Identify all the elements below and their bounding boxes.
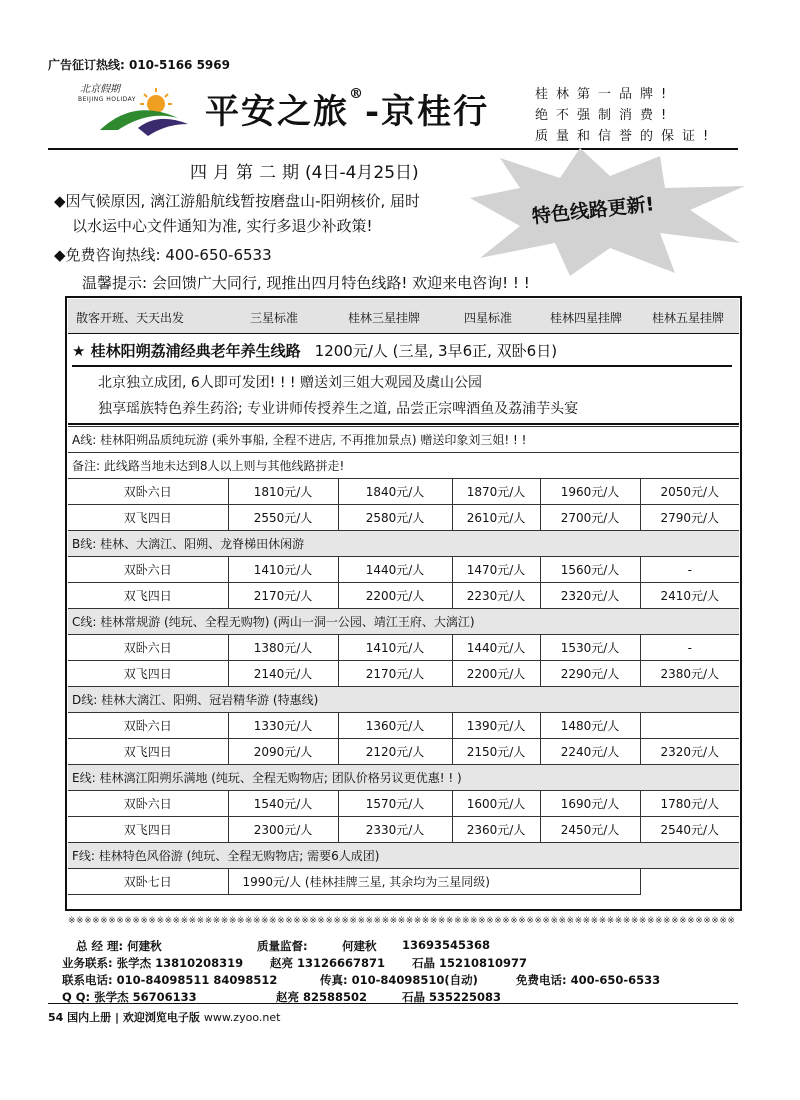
price-cell: 2330元/人 <box>338 817 452 843</box>
table-row <box>68 661 739 687</box>
standard-label: 桂林五星挂牌 <box>652 311 725 325</box>
section-divider <box>68 423 739 425</box>
price-cell: 1440元/人 <box>452 635 540 661</box>
sales-contact: 赵亮 13126667871 <box>270 956 386 970</box>
price-cell: 2410元/人 <box>640 583 739 609</box>
price-cell: 2580元/人 <box>338 505 452 531</box>
qq-contact: 石晶 535225083 <box>402 990 502 1004</box>
route-title-c: C线: 桂林常规游 (纯玩、全程无购物) (两山一洞一公园、靖江王府、大漓江) <box>68 609 739 635</box>
price-cell: 1410元/人 <box>338 635 452 661</box>
tip-notice: 温馨提示: 会回馈广大同行, 现推出四月特色线路! 欢迎来电咨询! ! ! <box>82 274 530 292</box>
page-footer: 54 国内上册 | 欢迎浏览电子版 www.zyoo.net <box>48 1011 281 1024</box>
price-cell <box>640 713 739 739</box>
price-cell: 1530元/人 <box>540 635 640 661</box>
price-cell: 1570元/人 <box>338 791 452 817</box>
table-row <box>68 739 739 765</box>
price-cell: 1810元/人 <box>228 479 338 505</box>
price-cell: 1990元/人 (桂林挂牌三星, 其余均为三星同级) <box>228 869 640 895</box>
route-title-e: E线: 桂林漓江阳朔乐满地 (纯玩、全程无购物店; 团队价格另议更优惠! ! ) <box>68 765 739 791</box>
room-type: 双飞四日 <box>68 583 228 609</box>
price-cell: 2120元/人 <box>338 739 452 765</box>
room-type: 双飞四日 <box>68 817 228 843</box>
table-row <box>68 869 739 895</box>
price-cell: 2240元/人 <box>540 739 640 765</box>
qq-contact: Q Q: 张学杰 56706133 <box>62 990 197 1004</box>
route-title-f: F线: 桂林特色风俗游 (纯玩、全程无购物店; 需要6人成团) <box>68 843 739 869</box>
price-cell: 1600元/人 <box>452 791 540 817</box>
price-cell: 1960元/人 <box>540 479 640 505</box>
price-cell: 2200元/人 <box>452 661 540 687</box>
price-cell: 1780元/人 <box>640 791 739 817</box>
room-type: 双飞四日 <box>68 739 228 765</box>
fax-number: 传真: 010-84098510(自动) <box>320 973 478 987</box>
room-type: 双卧六日 <box>68 791 228 817</box>
price-cell: 2320元/人 <box>540 583 640 609</box>
qq-contact: 赵亮 82588502 <box>276 990 368 1004</box>
standard-label: 三星标准 <box>250 311 299 325</box>
room-type: 双卧七日 <box>68 869 228 895</box>
table-row <box>68 817 739 843</box>
feature-route-title: ★ 桂林阳朔荔浦经典老年养生线路 1200元/人 (三星, 3早6正, 双卧6日) <box>72 340 732 367</box>
table-row <box>68 713 739 739</box>
qa-label: 质量监督: <box>257 939 308 953</box>
table-row <box>68 583 739 609</box>
room-type: 双卧六日 <box>68 635 228 661</box>
price-cell: 2200元/人 <box>338 583 452 609</box>
route-title-a: A线: 桂林阳朔品质纯玩游 (乘外事船, 全程不进店, 不再推加景点) 赠送印象刘三姐! ! ! <box>68 427 739 453</box>
price-cell: 2450元/人 <box>540 817 640 843</box>
price-cell: 1480元/人 <box>540 713 640 739</box>
standard-label: 桂林四星挂牌 <box>550 311 623 325</box>
price-cell: 1470元/人 <box>452 557 540 583</box>
table-row <box>68 479 739 505</box>
table-row <box>68 505 739 531</box>
hotline-notice: ◆免费咨询热线: 400-650-6533 <box>54 246 272 264</box>
notice-line-2: 以水运中心文件通知为准, 实行多退少补政策! <box>72 217 373 235</box>
sales-contact: 业务联系: 张学杰 13810208319 <box>62 956 244 970</box>
price-cell: 1540元/人 <box>228 791 338 817</box>
sales-contact: 石晶 15210810977 <box>412 956 528 970</box>
price-cell: 1380元/人 <box>228 635 338 661</box>
price-cell: 2170元/人 <box>338 661 452 687</box>
room-type: 双卧六日 <box>68 479 228 505</box>
logo-name: 北京假期 <box>80 84 120 95</box>
price-cell: - <box>640 635 739 661</box>
room-type: 双飞四日 <box>68 661 228 687</box>
price-cell: 1410元/人 <box>228 557 338 583</box>
price-cell: 2230元/人 <box>452 583 540 609</box>
price-cell: - <box>640 557 739 583</box>
price-cell: 1360元/人 <box>338 713 452 739</box>
price-cell: 1330元/人 <box>228 713 338 739</box>
star-divider: ※※※※※※※※※※※※※※※※※※※※※※※※※※※※※※※※※※※※※※※※※※※※※※※※※※※※※※※※※※※※※※※※※※※※※※※※※※※※※※※※※※※ <box>68 916 736 926</box>
price-cell: 2540元/人 <box>640 817 739 843</box>
ad-hotline: 广告征订热线: 010-5166 5969 <box>48 58 230 72</box>
price-cell: 2610元/人 <box>452 505 540 531</box>
price-cell: 2090元/人 <box>228 739 338 765</box>
feature-detail-2: 独享瑶族特色养生药浴; 专业讲师传授养生之道, 品尝正宗啤酒鱼及荔浦芋头宴 <box>98 401 579 417</box>
price-cell: 2170元/人 <box>228 583 338 609</box>
standard-label: 散客开班、天天出发 <box>76 311 185 325</box>
price-cell: 2300元/人 <box>228 817 338 843</box>
standards-header <box>68 299 739 334</box>
brand-title: 平安之旅®-京桂行 <box>205 86 490 132</box>
standard-label: 桂林三星挂牌 <box>348 311 421 325</box>
notice-line-1: ◆因气候原因, 漓江游船航线暂按磨盘山-阳朔核价, 届时 <box>54 192 421 210</box>
price-cell: 2320元/人 <box>640 739 739 765</box>
price-cell: 2550元/人 <box>228 505 338 531</box>
price-cell: 2360元/人 <box>452 817 540 843</box>
route-title-b: B线: 桂林、大漓江、阳朔、龙脊梯田休闲游 <box>68 531 739 557</box>
free-phone: 免费电话: 400-650-6533 <box>516 973 661 987</box>
price-cell: 1690元/人 <box>540 791 640 817</box>
price-cell: 1390元/人 <box>452 713 540 739</box>
table-row <box>68 635 739 661</box>
table-row <box>68 791 739 817</box>
logo-subname: BEIJING HOLIDAY <box>78 96 136 103</box>
price-cell: 2790元/人 <box>640 505 739 531</box>
route-title-d: D线: 桂林大漓江、阳朔、冠岩精华游 (特惠线) <box>68 687 739 713</box>
price-cell: 2700元/人 <box>540 505 640 531</box>
room-type: 双卧六日 <box>68 713 228 739</box>
qa-name: 何建秋 <box>342 939 377 953</box>
standard-label: 四星标准 <box>464 311 513 325</box>
price-cell: 1560元/人 <box>540 557 640 583</box>
price-cell: 2140元/人 <box>228 661 338 687</box>
price-cell: 2290元/人 <box>540 661 640 687</box>
price-cell: 1840元/人 <box>338 479 452 505</box>
phone-number: 联系电话: 010-84098511 84098512 <box>62 973 278 987</box>
room-type: 双卧六日 <box>68 557 228 583</box>
issue-title: 四月第二期(4日-4月25日) <box>190 163 419 183</box>
feature-badge: 特色线路更新! <box>531 193 656 228</box>
qa-phone: 13693545368 <box>402 938 491 952</box>
footer-divider <box>48 1003 738 1004</box>
room-type: 双飞四日 <box>68 505 228 531</box>
gm-label: 总 经 理: 何建秋 <box>76 939 162 953</box>
footer-link[interactable]: www.zyoo.net <box>203 1011 281 1024</box>
price-table <box>68 426 739 895</box>
price-cell: 2050元/人 <box>640 479 739 505</box>
price-cell: 2150元/人 <box>452 739 540 765</box>
price-cell: 1870元/人 <box>452 479 540 505</box>
feature-detail-1: 北京独立成团, 6人即可发团! ! ! 赠送刘三姐大观园及虞山公园 <box>98 375 482 391</box>
price-cell: 1440元/人 <box>338 557 452 583</box>
price-cell: 2380元/人 <box>640 661 739 687</box>
slogans: 桂林第一品牌! 绝不强制消费! 质量和信誉的保证! <box>535 87 717 144</box>
route-note-a: 备注: 此线路当地未达到8人以上则与其他线路拼走! <box>68 453 739 479</box>
table-row <box>68 557 739 583</box>
